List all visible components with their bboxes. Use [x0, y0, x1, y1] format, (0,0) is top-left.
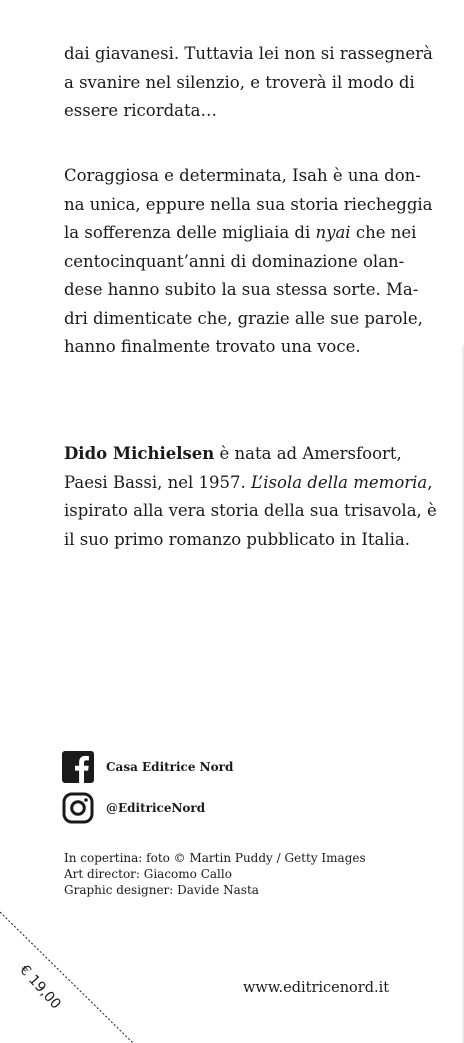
facebook-label: Casa Editrice Nord — [106, 760, 234, 774]
text-segment: che nei — [350, 223, 417, 242]
text-segment: la sofferenza delle migliaia di — [64, 223, 316, 242]
text-line: dai giavanesi. Tuttavia lei non si rassegnerà — [64, 44, 433, 63]
text-line: ispirato alla vera storia della sua trisavola, è — [64, 501, 437, 520]
price-label: € 19,00 — [16, 962, 64, 1013]
text-line: Coraggiosa e determinata, Isah è una don- — [64, 166, 421, 185]
graphic-designer-credit: Graphic designer: Davide Nasta — [64, 883, 259, 897]
cover-credit: In copertina: foto © Martin Puddy / Getty Images — [64, 851, 366, 865]
text-line: essere ricordata… — [64, 101, 217, 120]
text-line: dese hanno subito la sua stessa sorte. Ma- — [64, 280, 419, 299]
text-line: a svanire nel silenzio, e troverà il modo di — [64, 72, 415, 92]
text-line: il suo primo romanzo pubblicato in Italia. — [64, 529, 410, 549]
author-name: Dido Michielsen — [64, 444, 215, 463]
book-title: L’isola della memoria — [251, 472, 428, 492]
text-segment: è nata ad Amersfoort, — [214, 444, 402, 463]
art-director-credit: Art director: Giacomo Callo — [64, 867, 232, 881]
text-line: dri dimenticate che, grazie alle sue parole, — [64, 308, 423, 328]
text-segment: , — [427, 472, 433, 492]
text-segment: Paesi Bassi, nel 1957. — [64, 472, 252, 492]
instagram-label: @EditriceNord — [106, 801, 206, 815]
publisher-website[interactable]: www.editricenord.it — [243, 980, 390, 996]
text-line: na unica, eppure nella sua storia riecheggia — [64, 194, 433, 214]
text-line: centocinquant’anni di dominazione olan- — [64, 251, 405, 271]
text-line: hanno finalmente trovato una voce. — [64, 337, 361, 356]
italic-term: nyai — [315, 223, 351, 242]
